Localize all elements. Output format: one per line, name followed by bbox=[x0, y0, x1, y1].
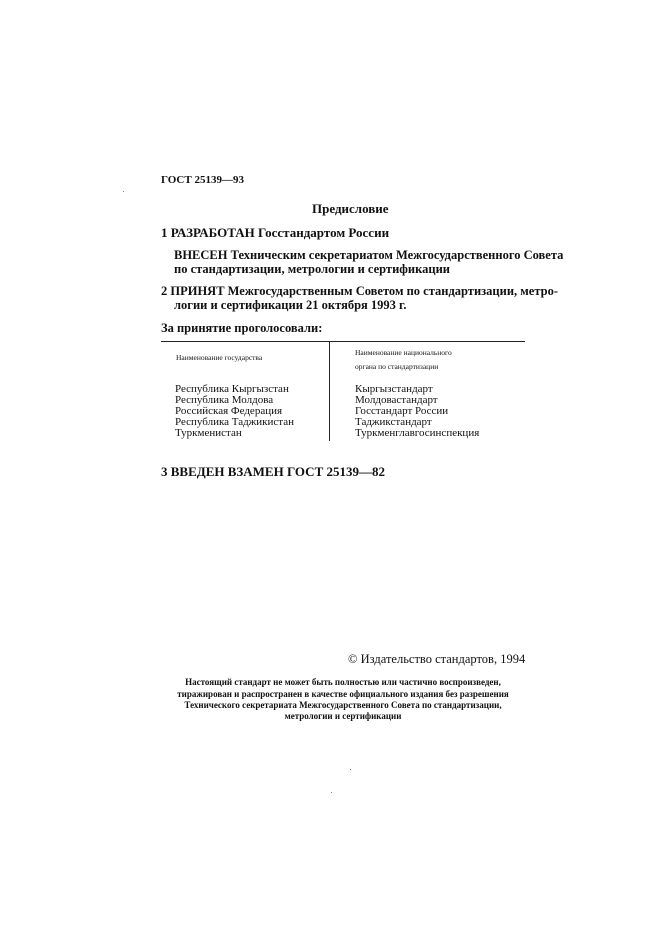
voted-label: За принятие проголосовали: bbox=[161, 321, 323, 335]
notice-line: Технического секретариата Межгосударственного Совета по стандартизации, bbox=[184, 700, 502, 710]
notice-line: тиражирован и распространен в качестве официального издания без разрешения bbox=[177, 689, 509, 699]
table-cell-body: Кыргызстандарт bbox=[355, 383, 433, 395]
item-1-developed: 1 РАЗРАБОТАН Госстандартом России bbox=[161, 225, 390, 240]
item-2-adopted-line-2: логии и сертификации 21 октября 1993 г. bbox=[174, 298, 407, 312]
table-cell-state: Республика Молдова bbox=[175, 394, 274, 406]
table-cell-body: Госстандарт России bbox=[355, 405, 449, 417]
table-top-rule bbox=[161, 341, 525, 342]
item-introduced-line-2: по стандартизации, метрологии и сертификации bbox=[174, 262, 450, 276]
table-cell-state: Туркменистан bbox=[175, 427, 242, 439]
table-cell-body: Молдовастандарт bbox=[355, 394, 438, 406]
scan-speck bbox=[123, 191, 124, 192]
table-cell-state: Республика Кыргызстан bbox=[175, 383, 289, 395]
table-header-body-line-2: органа по стандартизации bbox=[355, 362, 439, 371]
scan-speck bbox=[331, 792, 332, 793]
notice-line: метрологии и сертификации bbox=[284, 711, 402, 721]
item-3-replaces: 3 ВВЕДЕН ВЗАМЕН ГОСТ 25139—82 bbox=[161, 464, 385, 479]
table-cell-state: Российская Федерация bbox=[175, 405, 283, 417]
notice-line: Настоящий стандарт не может быть полностью или частично воспроизведен, bbox=[185, 677, 501, 687]
item-2-adopted-line-1: 2 ПРИНЯТ Межгосударственным Советом по стандартизации, метро- bbox=[161, 284, 559, 298]
table-cell-state: Республика Таджикистан bbox=[175, 416, 294, 428]
table-header-body-line-1: Наименование национального bbox=[355, 348, 452, 357]
item-introduced-line-1: ВНЕСЕН Техническим секретариатом Межгосударственного Совета bbox=[174, 248, 564, 262]
page-title: Предисловие bbox=[312, 201, 389, 216]
document-code: ГОСТ 25139—93 bbox=[161, 174, 244, 186]
table-column-divider bbox=[329, 341, 330, 441]
scan-speck bbox=[350, 769, 351, 770]
copyright-line: © Издательство стандартов, 1994 bbox=[348, 652, 526, 666]
table-header-state: Наименование государства bbox=[176, 353, 263, 362]
table-cell-body: Туркменглавгосинспекция bbox=[355, 427, 480, 439]
table-cell-body: Таджикстандарт bbox=[355, 416, 432, 428]
